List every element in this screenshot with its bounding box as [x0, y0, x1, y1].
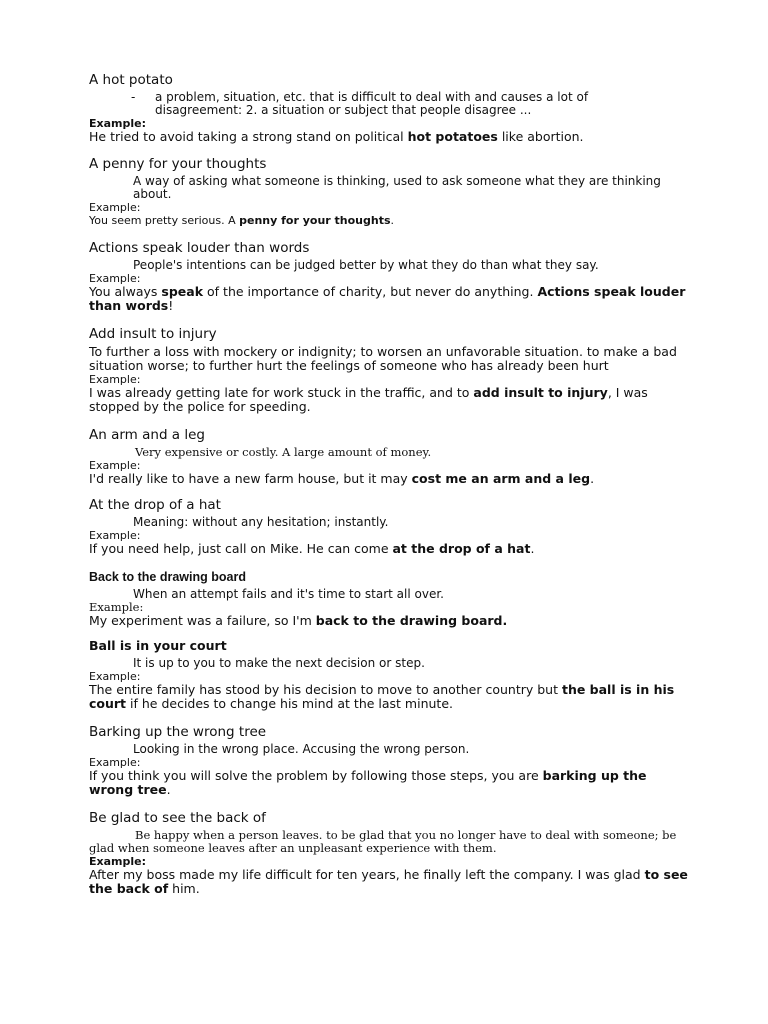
- example-sentence: I was already getting late for work stuck in the traffic, and to add insult to injury, I was stopped by the police for speeding.: [89, 385, 648, 414]
- example-sentence: You always speak of the importance of charity, but never do anything. Actions speak louder than words!: [89, 284, 686, 313]
- idiom-definition: Looking in the wrong place. Accusing the wrong person.: [133, 742, 470, 756]
- idiom-entry-back-of: [89, 810, 689, 896]
- definition-line: a problem, situation, etc. that is difficult to deal with and causes a lot of: [155, 90, 589, 104]
- idiom-title: A hot potato: [89, 72, 173, 88]
- example-sentence: You seem pretty serious. A penny for your thoughts.: [89, 214, 395, 227]
- idiom-definition: A way of asking what someone is thinking, used to ask someone what they are thinking about.: [133, 174, 661, 201]
- idiom-entry-wrong-tree: [89, 724, 689, 797]
- example-label: Example:: [89, 117, 146, 130]
- idiom-definition: To further a loss with mockery or indignity; to worsen an unfavorable situation. to make a bad situation worse; to further hurt the feelings of someone who has already been hurt: [89, 344, 677, 373]
- bullet-dash: -: [131, 90, 136, 104]
- idiom-entry-drop-of-hat: [89, 497, 689, 556]
- idiom-title: Actions speak louder than words: [89, 240, 310, 256]
- idiom-title: An arm and a leg: [89, 427, 205, 443]
- example-label: Example:: [89, 855, 146, 868]
- idiom-entry-ball-in-court: [89, 638, 689, 711]
- example-label: Example:: [89, 459, 141, 472]
- example-label: Example:: [89, 373, 141, 386]
- example-label: Example:: [89, 529, 141, 542]
- example-sentence: I'd really like to have a new farm house, but it may cost me an arm and a leg.: [89, 471, 595, 486]
- idiom-entry-hot-potato: [89, 72, 689, 144]
- idiom-entry-arm-and-leg: [89, 427, 689, 486]
- idiom-definition: Be happy when a person leaves. to be glad that you no longer have to deal with someone; be glad when someone leaves after an unpleasant experience with them.: [89, 828, 677, 855]
- idiom-title: At the drop of a hat: [89, 497, 221, 513]
- example-sentence: If you think you will solve the problem by following those steps, you are barking up the wrong tree.: [89, 768, 647, 797]
- idiom-title: Add insult to injury: [89, 326, 217, 342]
- idiom-entry-penny-for-thoughts: [89, 156, 689, 228]
- idiom-entry-actions-speak: [89, 240, 689, 313]
- example-label: Example:: [89, 670, 141, 683]
- idiom-definition: Meaning: without any hesitation; instantly.: [133, 515, 389, 529]
- idiom-entry-insult-injury: [89, 326, 689, 414]
- example-sentence: He tried to avoid taking a strong stand on political hot potatoes like abortion.: [89, 129, 584, 144]
- idiom-entry-drawing-board: [89, 569, 689, 628]
- idiom-definition: [89, 91, 689, 117]
- idiom-title: Barking up the wrong tree: [89, 724, 267, 740]
- example-sentence: If you need help, just call on Mike. He can come at the drop of a hat.: [89, 541, 535, 556]
- example-label: Example:: [89, 600, 144, 614]
- idiom-title: Ball is in your court: [89, 638, 227, 653]
- example-label: Example:: [89, 272, 141, 285]
- idiom-definition: It is up to you to make the next decision or step.: [133, 656, 425, 670]
- idiom-definition: When an attempt fails and it's time to start all over.: [133, 587, 444, 601]
- idiom-title: A penny for your thoughts: [89, 156, 267, 172]
- example-sentence: The entire family has stood by his decision to move to another country but the ball is in his court if he decides to change his mind at the last minute.: [89, 682, 675, 711]
- idiom-definition: Very expensive or costly. A large amount of money.: [135, 445, 432, 459]
- idiom-title: Back to the drawing board: [89, 570, 246, 584]
- example-label: Example:: [89, 756, 141, 769]
- example-label: Example:: [89, 201, 141, 214]
- definition-line: disagreement: 2. a situation or subject that people disagree ...: [155, 103, 532, 117]
- example-sentence: After my boss made my life difficult for ten years, he finally left the company. I was glad to see the back of him.: [89, 867, 688, 896]
- idiom-title: Be glad to see the back of: [89, 810, 266, 826]
- idiom-definition: People's intentions can be judged better by what they do than what they say.: [133, 258, 599, 272]
- example-sentence: My experiment was a failure, so I'm back to the drawing board.: [89, 613, 508, 628]
